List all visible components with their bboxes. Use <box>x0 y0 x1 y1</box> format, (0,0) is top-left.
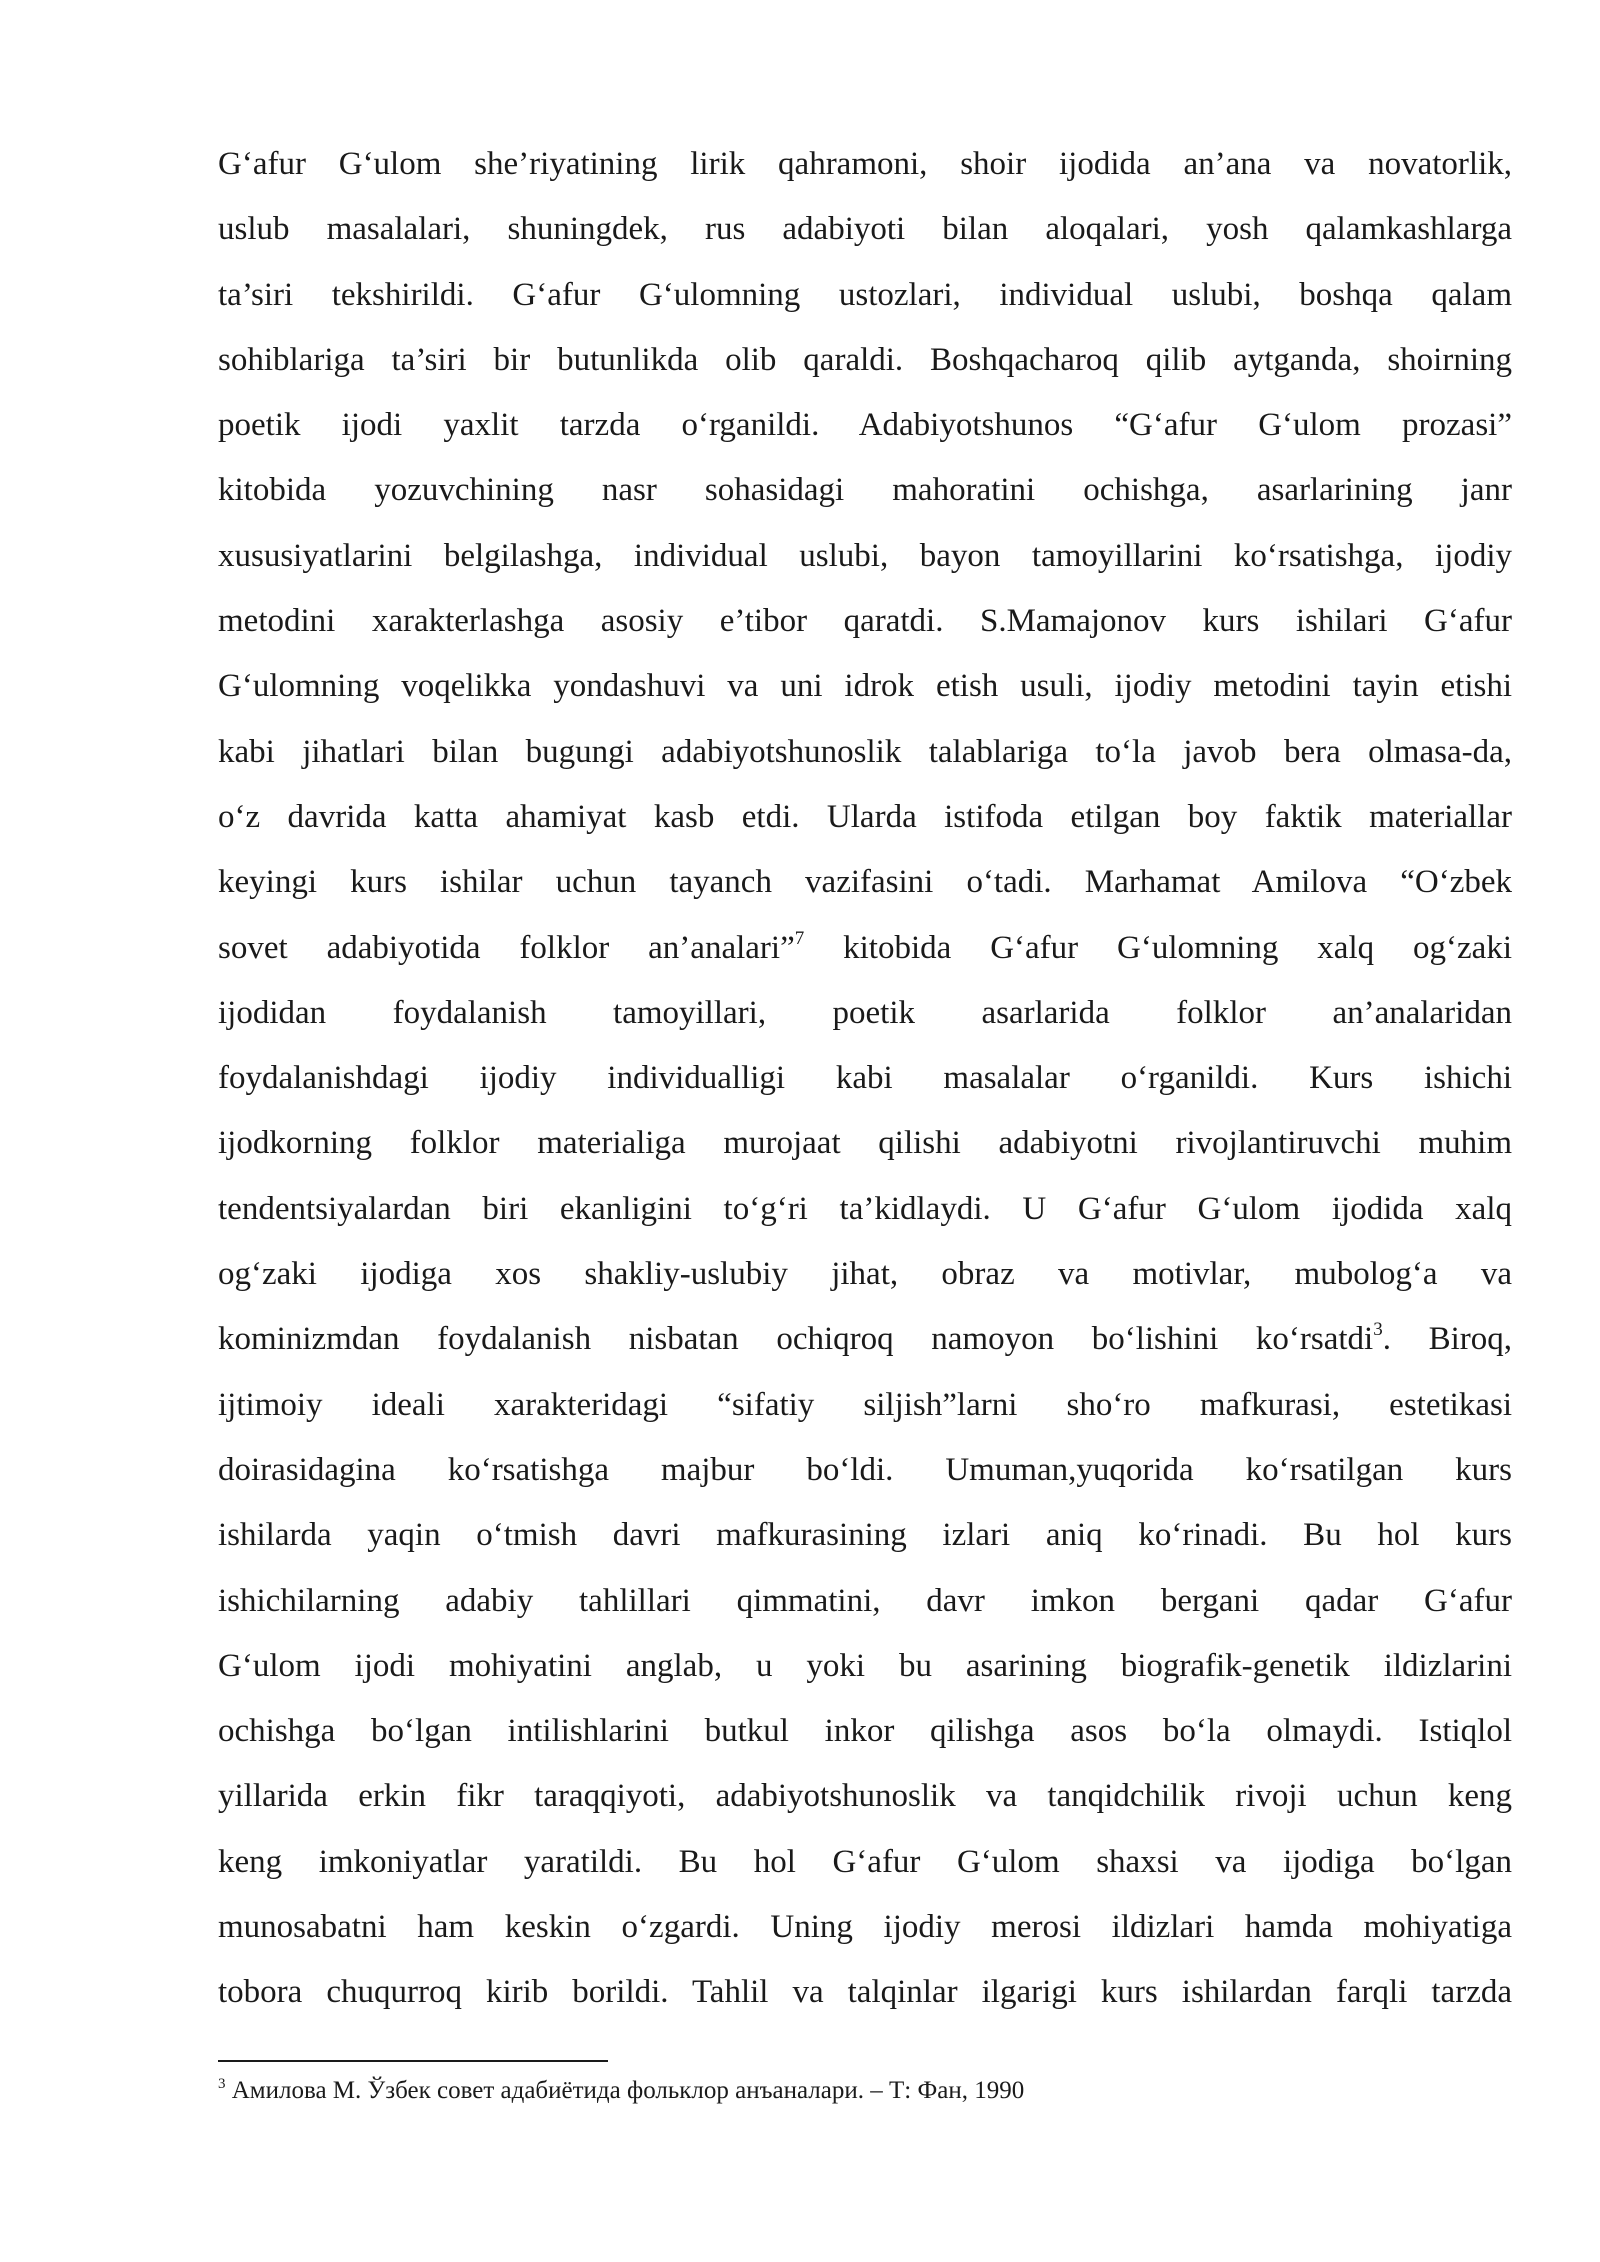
text-line: foydalanishdagi ijodiy individualligi kabi masalalar o‘rganildi. Kurs ishichi <box>218 1060 1512 1097</box>
text-line: ijtimoiy ideali xarakteridagi “sifatiy siljish”larni sho‘ro mafkurasi, estetikasi <box>218 1386 1512 1423</box>
text-line: doirasidagina ko‘rsatishga majbur bo‘ldi. Umuman,yuqorida ko‘rsatilgan kurs <box>218 1451 1512 1488</box>
text-line: tobora chuqurroq kirib borildi. Tahlil va talqinlar ilgarigi kurs ishilardan farqli tarzda <box>218 1974 1512 2011</box>
text-line: tendentsiyalardan biri ekanligini to‘g‘ri ta’kidlaydi. U G‘afur G‘ulom ijodida xalq <box>218 1190 1512 1227</box>
text-line: sohiblariga ta’siri bir butunlikda olib qaraldi. Boshqacharoq qilib aytganda, shoirning <box>218 341 1512 378</box>
text-line <box>218 1307 1512 1372</box>
text-line: ta’siri tekshirildi. G‘afur G‘ulomning ustozlari, individual uslubi, boshqa qalam <box>218 276 1512 313</box>
footnote-reference: 7 <box>794 927 805 949</box>
text-segment: kominizmdan foydalanish nisbatan ochiqroq namoyon bo‘lishini ko‘rsatdi <box>218 1321 1374 1358</box>
text-line: kabi jihatlari bilan bugungi adabiyotshunoslik talablariga to‘la javob bera olmasa-da, <box>218 733 1512 770</box>
text-line: yillarida erkin fikr taraqqiyoti, adabiyotshunoslik va tanqidchilik rivoji uchun keng <box>218 1778 1512 1815</box>
text-line: metodini xarakterlashga asosiy e’tibor qaratdi. S.Mamajonov kurs ishilari G‘afur <box>218 603 1512 640</box>
text-line: ishichilarning adabiy tahlillari qimmatini, davr imkon bergani qadar G‘afur <box>218 1582 1512 1619</box>
text-line: keng imkoniyatlar yaratildi. Bu hol G‘afur G‘ulom shaxsi va ijodiga bo‘lgan <box>218 1843 1512 1880</box>
text-line: G‘ulomning voqelikka yondashuvi va uni idrok etish usuli, ijodiy metodini tayin etishi <box>218 668 1512 705</box>
text-line: G‘afur G‘ulom she’riyatining lirik qahramoni, shoir ijodida an’ana va novatorlik, <box>218 146 1512 182</box>
text-line: poetik ijodi yaxlit tarzda o‘rganildi. Adabiyotshunos “G‘afur G‘ulom prozasi” <box>218 407 1512 444</box>
text-segment: . Biroq, <box>1382 1321 1512 1358</box>
footnote <box>218 2073 1024 2109</box>
footnote-marker: 3 <box>218 2076 226 2092</box>
body-text <box>218 132 1512 2026</box>
text-segment: kitobida G‘afur G‘ulomning xalq og‘zaki <box>804 929 1512 966</box>
text-line: keyingi kurs ishilar uchun tayanch vazifasini o‘tadi. Marhamat Amilova “O‘zbek <box>218 864 1512 901</box>
text-line: xususiyatlarini belgilashga, individual uslubi, bayon tamoyillarini ko‘rsatishga, ijodiy <box>218 537 1512 574</box>
text-line: uslub masalalari, shuningdek, rus adabiyoti bilan aloqalari, yosh qalamkashlarga <box>218 211 1512 248</box>
text-line: og‘zaki ijodiga xos shakliy-uslubiy jihat, obraz va motivlar, mubolog‘a va <box>218 1256 1512 1293</box>
text-line: kitobida yozuvchining nasr sohasidagi mahoratini ochishga, asarlarining janr <box>218 472 1512 509</box>
text-line <box>218 916 1512 981</box>
text-line: ijodidan foydalanish tamoyillari, poetik asarlarida folklor an’analaridan <box>218 994 1512 1031</box>
text-line: ijodkorning folklor materialiga murojaat qilishi adabiyotni rivojlantiruvchi muhim <box>218 1125 1512 1162</box>
text-line: o‘z davrida katta ahamiyat kasb etdi. Ularda istifoda etilgan boy faktik materiallar <box>218 798 1512 835</box>
text-line: G‘ulom ijodi mohiyatini anglab, u yoki bu asarining biografik-genetik ildizlarini <box>218 1647 1512 1684</box>
footnote-reference: 3 <box>1373 1319 1383 1341</box>
footnote-separator <box>218 2060 608 2062</box>
text-line: munosabatni ham keskin o‘zgardi. Uning ijodiy merosi ildizlari hamda mohiyatiga <box>218 1909 1512 1946</box>
text-line: ochishga bo‘lgan intilishlarini butkul inkor qilishga asos bo‘la olmaydi. Istiqlol <box>218 1713 1512 1750</box>
footnote-text: Амилова М. Ўзбек совет адабиётида фольклор анъаналари. – Т: Фан, 1990 <box>225 2077 1025 2104</box>
text-segment: sovet adabiyotida folklor an’analari” <box>218 929 795 966</box>
text-line: ishilarda yaqin o‘tmish davri mafkurasining izlari aniq ko‘rinadi. Bu hol kurs <box>218 1517 1512 1554</box>
